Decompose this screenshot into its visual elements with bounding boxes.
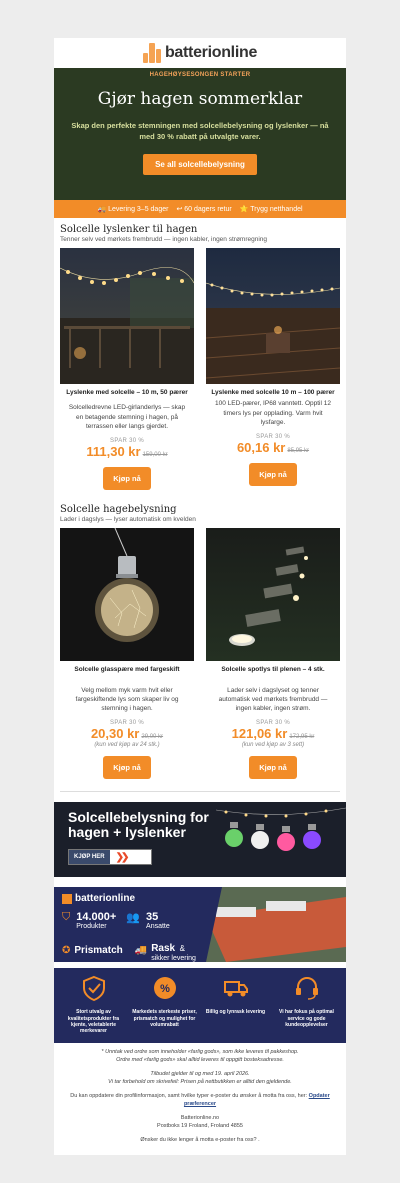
product-card bbox=[60, 528, 194, 780]
product-name[interactable]: Lyslenke med solcelle 10 m – 100 pærer bbox=[211, 389, 335, 396]
feature-text: Vi har fokus på optimal service og gode kundeopplevelser bbox=[279, 1009, 334, 1028]
feature-text: Markedets sterkeste priser, prismatch og mulighet for volumrabatt bbox=[132, 1009, 197, 1028]
feature-text: Billig og lynrask levering bbox=[205, 1009, 266, 1016]
buy-now-button[interactable]: Kjøp nå bbox=[103, 756, 151, 779]
brand-name: batterionline bbox=[164, 44, 258, 61]
solar-lights-banner[interactable] bbox=[54, 802, 346, 877]
delivery-label: Rask bbox=[151, 943, 176, 955]
features-banner bbox=[54, 968, 346, 1043]
buy-now-button[interactable]: Kjøp nå bbox=[249, 463, 297, 486]
product-description: Lader selv i dagslyset og tenner automatisk ved mørkets frembrudd — ingen kabler, ingen strøm. bbox=[218, 687, 328, 713]
company-stats-banner[interactable] bbox=[54, 887, 346, 962]
current-price: 111,30 kr bbox=[86, 443, 141, 459]
footer-valid-1: Tilbudet gjelder til og med 19. april 2026. bbox=[150, 1071, 250, 1078]
discount-label: SPAR 30 % bbox=[256, 720, 290, 727]
product-card bbox=[60, 248, 194, 490]
chevrons-right-icon: ❯❯ bbox=[115, 851, 127, 863]
feature-delivery bbox=[203, 974, 269, 1043]
footer-note-2: Ordre med «farlig gods» skal alltid leveres til oppgitt bosteksadresse. bbox=[116, 1057, 284, 1064]
hero-banner bbox=[54, 68, 346, 200]
discount-label: SPAR 30 % bbox=[256, 433, 290, 440]
product-price bbox=[60, 726, 194, 741]
building-logo-icon bbox=[62, 894, 72, 904]
current-price: 20,30 kr bbox=[90, 726, 140, 742]
old-price: 29,00 kr bbox=[141, 734, 164, 741]
percent-badge-icon: ✪ bbox=[62, 945, 71, 957]
usp-trust: ⭐ Trygg netthandel bbox=[239, 206, 303, 213]
banner-brand-name: batterionline bbox=[75, 893, 136, 905]
product-name[interactable]: Solcelle glasspære med fargeskift bbox=[74, 665, 180, 673]
banner-title bbox=[68, 810, 209, 839]
current-price: 60,16 kr bbox=[236, 439, 286, 455]
stat-products-label: Produkter bbox=[76, 923, 107, 931]
headset-icon bbox=[293, 974, 321, 1002]
product-price bbox=[206, 726, 340, 741]
product-description: Velg mellom myk varm hvit eller fargeskiftende lys som skaper liv og stemning i hagen. bbox=[75, 687, 179, 713]
section-subtitle: Lader i dagslys — lyser automatisk om kvelden bbox=[60, 515, 196, 523]
product-image-string-lights-50[interactable] bbox=[60, 248, 194, 384]
feature-quality bbox=[61, 974, 127, 1043]
footer-valid-2: Vi tar forbehold om skrivefeil: Prisen på nettbutikken er alltid den gjeldende. bbox=[108, 1079, 292, 1086]
brand-logo[interactable] bbox=[54, 38, 346, 68]
buy-now-button[interactable]: Kjøp nå bbox=[249, 756, 297, 779]
divider bbox=[60, 791, 340, 792]
product-name[interactable]: Solcelle spotlys til plenen – 4 stk. bbox=[221, 665, 325, 673]
update-preferences-link[interactable]: Opdater præferencer bbox=[183, 1093, 330, 1108]
delivery-sub-label: sikker levering bbox=[151, 955, 196, 963]
banner-stats bbox=[62, 911, 170, 930]
section-title: Solcelle lyslenker til hagen bbox=[60, 224, 198, 235]
old-price: 85,95 kr bbox=[287, 447, 310, 454]
usp-returns: ↩ 60 dagers retur bbox=[176, 206, 232, 213]
feature-text: Stort utvalg av kvalitetsprodukter fra kjente, veletablerte merkevarer bbox=[67, 1009, 120, 1035]
footer-update-text: Du kan oppdatere din profilinformasjon, samt hvilke typer e-poster du ønsker å motta fra oss, her: bbox=[70, 1093, 308, 1100]
product-name[interactable]: Lyslenke med solcelle – 10 m, 50 pærer bbox=[66, 389, 188, 396]
percent-badge-icon bbox=[151, 974, 179, 1002]
product-card bbox=[206, 248, 340, 490]
hero-title: Gjør hagen sommerklar bbox=[97, 89, 303, 109]
old-price: 159,00 kr bbox=[142, 451, 168, 458]
discount-label: SPAR 30 % bbox=[110, 720, 144, 727]
quantity-note: (kun ved kjøp av 24 stk.) bbox=[94, 742, 160, 749]
banner-line-1: Solcellebelysning for bbox=[68, 809, 209, 826]
shield-check-icon: ⛉ bbox=[62, 911, 71, 924]
delivery-amp: & bbox=[179, 944, 185, 954]
footer-address: Postboks 19 Froland, Froland 4855 bbox=[157, 1123, 243, 1130]
feature-price bbox=[132, 974, 198, 1043]
banner-brand bbox=[62, 893, 135, 904]
section-title: Solcelle hagebelysning bbox=[60, 503, 177, 515]
section-subtitle: Tenner selv ved mørkets frembrudd — ingen kabler, ingen strømregning bbox=[60, 236, 268, 243]
email-body bbox=[54, 38, 346, 1155]
stat-products-value: 14.000+ bbox=[76, 911, 117, 924]
svg-text:%: % bbox=[159, 983, 170, 996]
footer bbox=[54, 1043, 346, 1155]
old-price: 172,95 kr bbox=[289, 734, 315, 741]
unsubscribe-text[interactable]: Ønsker du ikke lenger å motta e-poster fra oss? . bbox=[140, 1137, 260, 1144]
usp-delivery: 🚚 Levering 3–5 dager bbox=[97, 206, 169, 213]
product-price bbox=[206, 440, 340, 455]
building-logo-icon bbox=[143, 43, 161, 63]
product-card bbox=[206, 528, 340, 780]
section-garden-lights bbox=[54, 490, 346, 780]
truck-icon bbox=[222, 974, 250, 1002]
prismatch-label: Prismatch bbox=[74, 945, 123, 957]
hero-kicker: HAGEHØYSESONGEN STARTER bbox=[149, 72, 251, 78]
product-image-glass-bulb[interactable] bbox=[60, 528, 194, 661]
banner-badges bbox=[62, 939, 196, 962]
discount-label: SPAR 30 % bbox=[110, 437, 144, 444]
footer-note-1: * Unntak ved ordre som inneholder «farlig gods», som ikke leveres til pakkeshop. bbox=[101, 1049, 299, 1056]
hero-subtitle: Skap den perfekte stemningen med solcellebelysning og lyslenker — nå med 30 % rabatt på utvalgte varer. bbox=[71, 121, 329, 141]
feature-service bbox=[274, 974, 340, 1043]
banner-line-2: hagen + lyslenker bbox=[68, 824, 186, 841]
people-icon: 👥 bbox=[126, 912, 141, 925]
stat-staff-label: Ansatte bbox=[146, 923, 170, 931]
product-image-string-lights-100[interactable] bbox=[206, 248, 340, 384]
product-description: 100 LED-pærer, IP68 vanntett. Opptil 12 timers lys per opplading. Varm hvit lysfarge. bbox=[215, 400, 331, 426]
current-price: 121,06 kr bbox=[231, 726, 288, 742]
truck-icon: 🚚 bbox=[134, 945, 148, 957]
shop-here-button[interactable] bbox=[68, 849, 152, 865]
shop-here-label: KJØP HER bbox=[69, 850, 110, 864]
product-image-spotlights[interactable] bbox=[206, 528, 340, 661]
footer-company: Batterionline.no bbox=[180, 1115, 220, 1122]
section-string-lights bbox=[54, 218, 346, 490]
shop-solar-button[interactable]: Se all solcellebelysning bbox=[143, 154, 257, 175]
usp-bar bbox=[54, 200, 346, 218]
product-description: Solcelledrevne LED-girlanderlys — skap en betagende stemning i hagen, på terrassen eller langs gjerdet. bbox=[68, 404, 186, 430]
buy-now-button[interactable]: Kjøp nå bbox=[103, 467, 151, 490]
stat-staff-value: 35 bbox=[146, 911, 159, 924]
product-price bbox=[60, 444, 194, 459]
quantity-note: (kun ved kjøp av 3 sett) bbox=[241, 742, 305, 749]
shield-check-icon bbox=[80, 974, 108, 1002]
